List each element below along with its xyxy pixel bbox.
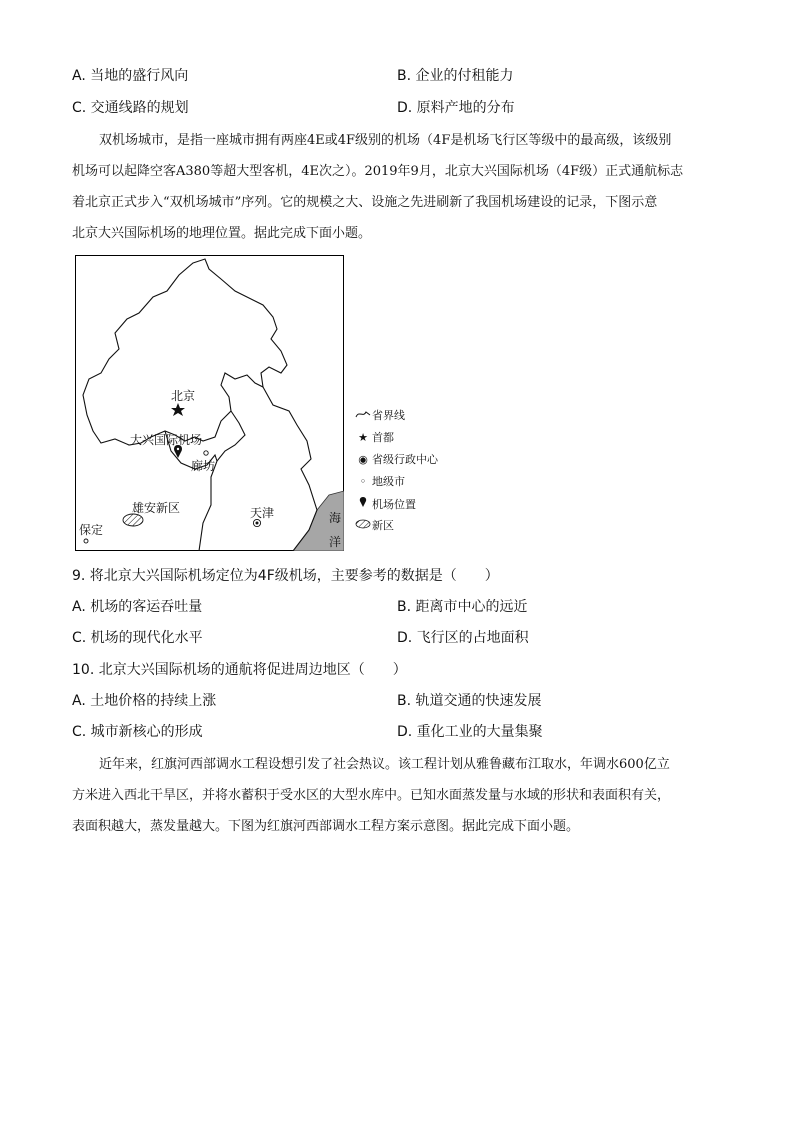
map-label-airport: 大兴国际机场 bbox=[130, 433, 203, 447]
q9-option-b[interactable]: B. 距离市中心的远近 bbox=[397, 599, 528, 615]
q9-option-a[interactable]: A. 机场的客运吞吐量 bbox=[72, 599, 203, 615]
langfang-circle-icon bbox=[204, 451, 208, 455]
map-label-sea-1: 海 bbox=[329, 511, 342, 525]
prev-option-d[interactable]: D. 原料产地的分布 bbox=[397, 100, 515, 116]
q9-option-d[interactable]: D. 飞行区的占地面积 bbox=[397, 630, 529, 646]
q9-stem: 9. 将北京大兴国际机场定位为4F级机场，主要参考的数据是（ ） bbox=[72, 568, 499, 584]
small-circle-icon: ◦ bbox=[359, 475, 367, 488]
intro1-line-2: 机场可以起降空客A380等超大型客机，4E次之）。2019年9月，北京大兴国际机场（4F级）正式通航标志 bbox=[72, 164, 684, 179]
q10-option-d[interactable]: D. 重化工业的大量集聚 bbox=[397, 724, 543, 740]
legend-new-area: 新区 bbox=[372, 519, 394, 532]
q10-option-b[interactable]: B. 轨道交通的快速发展 bbox=[397, 693, 542, 709]
legend-boundary: 省界线 bbox=[372, 409, 405, 422]
map-label-sea-2: 洋 bbox=[329, 535, 342, 549]
hatched-oval-icon bbox=[354, 518, 372, 534]
q10-option-a[interactable]: A. 土地价格的持续上涨 bbox=[72, 693, 217, 709]
map-label-xiongan: 雄安新区 bbox=[132, 501, 181, 515]
intro2-line-1: 近年来，红旗河西部调水工程设想引发了社会热议。该工程计划从雅鲁藏布江取水，年调水600亿立 bbox=[99, 757, 670, 772]
double-circle-icon: ◉ bbox=[358, 453, 368, 466]
intro1-line-4: 北京大兴国际机场的地理位置。据此完成下面小题。 bbox=[72, 226, 372, 241]
map-label-baoding: 保定 bbox=[79, 523, 104, 537]
map-pin-icon bbox=[354, 496, 372, 513]
intro2-line-2: 方米进入西北干旱区，并将水蓄积于受水区的大型水库中。已知水面蒸发量与水域的形状和表面积有关， bbox=[72, 788, 671, 803]
legend-provincial-center: 省级行政中心 bbox=[372, 453, 438, 466]
prev-option-a[interactable]: A. 当地的盛行风向 bbox=[72, 68, 189, 84]
baoding-circle-icon bbox=[84, 539, 88, 543]
legend-prefecture-city: 地级市 bbox=[372, 475, 405, 488]
intro1-line-1: 双机场城市，是指一座城市拥有两座4E或4F级别的机场（4F是机场飞行区等级中的最高级，该级别 bbox=[99, 133, 672, 148]
map-label-beijing: 北京 bbox=[171, 389, 196, 403]
prev-option-c[interactable]: C. 交通线路的规划 bbox=[72, 100, 189, 116]
map-label-tianjin: 天津 bbox=[250, 506, 275, 520]
intro2-line-3: 表面积越大，蒸发量越大。下图为红旗河西部调水工程方案示意图。据此完成下面小题。 bbox=[72, 819, 580, 834]
q10-option-c[interactable]: C. 城市新核心的形成 bbox=[72, 724, 203, 740]
map-label-langfang: 廊坊 bbox=[191, 459, 216, 473]
beijing-region-map bbox=[75, 255, 344, 551]
prev-option-b[interactable]: B. 企业的付租能力 bbox=[397, 68, 514, 84]
boundary-line-icon bbox=[354, 408, 372, 424]
star-icon: ★ bbox=[358, 431, 368, 444]
q10-stem: 10. 北京大兴国际机场的通航将促进周边地区（ ） bbox=[72, 662, 407, 678]
legend-capital: 首都 bbox=[372, 431, 394, 444]
q9-option-c[interactable]: C. 机场的现代化水平 bbox=[72, 630, 203, 646]
map-frame bbox=[76, 256, 344, 551]
legend-airport-location: 机场位置 bbox=[372, 498, 416, 511]
intro1-line-3: 着北京正式步入“双机场城市”序列。它的规模之大、设施之先进刷新了我国机场建设的记录，下图示意 bbox=[72, 195, 658, 210]
